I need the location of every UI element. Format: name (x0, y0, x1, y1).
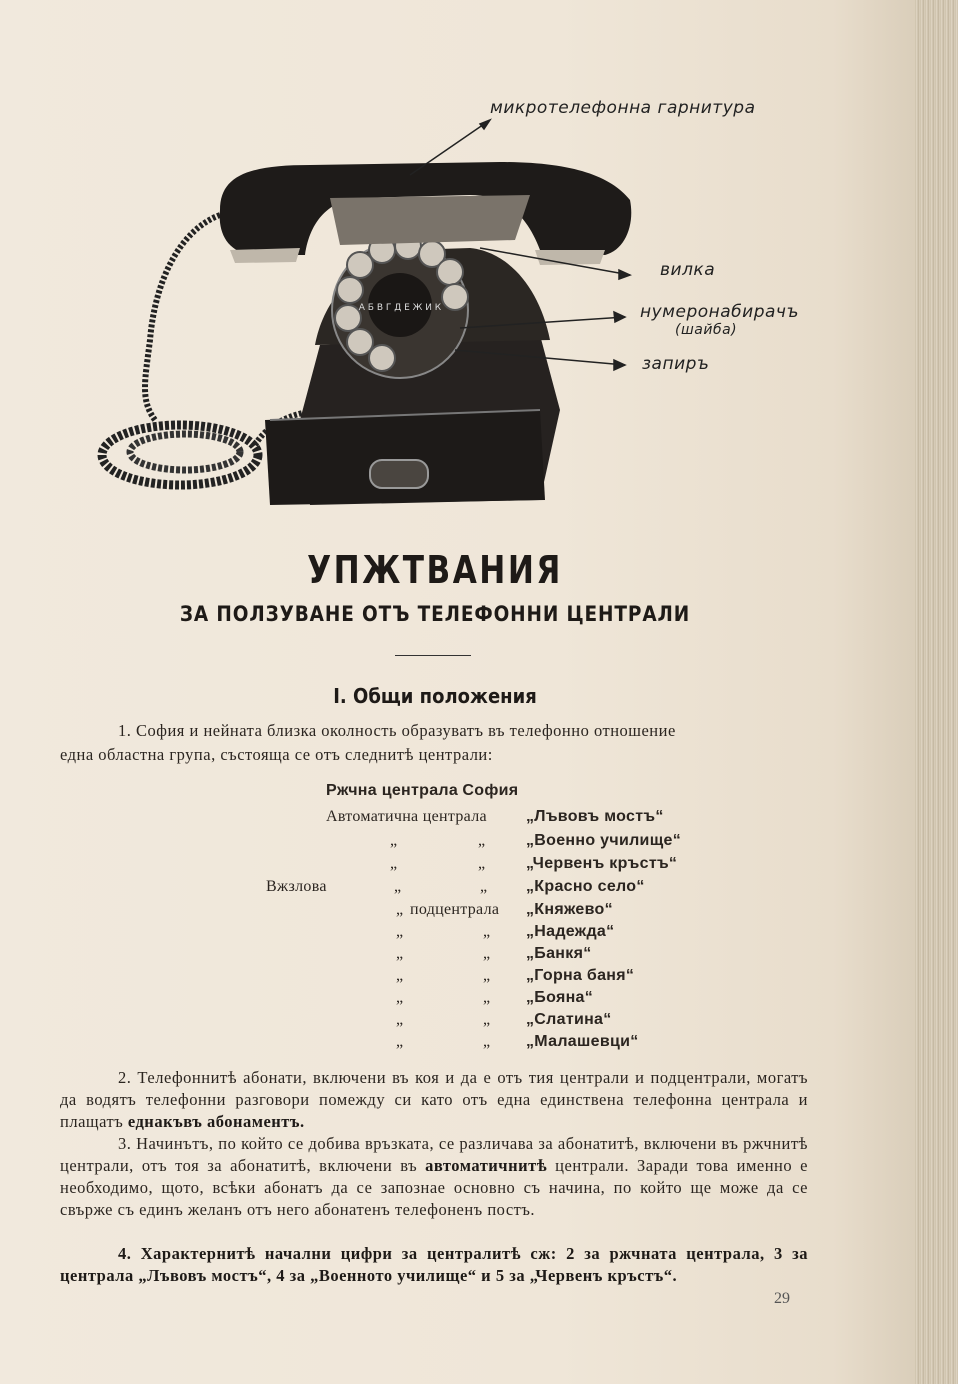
ditto-mark: „ (390, 832, 398, 849)
ditto-mark: „ (478, 832, 486, 849)
dial-sublabel: (шайба) (675, 322, 738, 338)
paragraph-2 (60, 1067, 808, 1133)
manual-exchange-label: Ржчна централа (326, 782, 459, 799)
paragraph-1-line-2: една областна група, състояща се отъ следнитѣ централи: (60, 745, 493, 764)
paragraph-3-bold: автоматичнитѣ (425, 1156, 548, 1175)
hub-label: Вжзлова (266, 878, 327, 895)
page-edge (915, 0, 958, 1384)
ditto-mark: „ (483, 989, 491, 1006)
exchange-name: „Малашевци“ (526, 1033, 639, 1050)
ditto-mark: „ (483, 945, 491, 962)
handset-label: микротелефонна гарнитура (490, 98, 756, 118)
ditto-mark: „ (396, 967, 404, 984)
manual-exchange-name: София (462, 782, 519, 799)
ditto-mark: „ (396, 1011, 404, 1028)
exchange-name: „Надежда“ (526, 923, 615, 940)
paragraph-1-line-1: 1. София и нейната близка околность образуватъ въ телефонно отношение (118, 721, 676, 740)
paragraph-2-bold: еднакъвъ абонаментъ. (127, 1112, 305, 1131)
paragraph-3-text-2: централи. Заради това именно е необходимо, щото, всѣки абонатъ да се запознае основно съ начина, по който ще може да се свърже съ единъ желанъ отъ него абонатенъ телефоненъ постъ. (60, 1156, 808, 1219)
ditto-mark: „ (483, 1033, 491, 1050)
page-number: 29 (774, 1290, 790, 1307)
page-subtitle: ЗА ПОЛЗУВАНЕ ОТЪ ТЕЛЕФОННИ ЦЕНТРАЛИ (179, 602, 691, 626)
exchange-name: „Лъвовъ мостъ“ (526, 808, 664, 825)
exchange-name: „Банкя“ (526, 945, 592, 962)
page-title: УПЖТВАНИЯ (307, 548, 563, 592)
exchange-name: „Княжево“ (526, 901, 613, 918)
ditto-mark: „ (394, 878, 402, 895)
ditto-mark: „ (478, 855, 486, 872)
exchange-name: „Горна баня“ (526, 967, 635, 984)
paragraph-4 (60, 1243, 808, 1287)
dial-label: нумеронабирачъ (640, 302, 799, 322)
paragraph-3-text: 3. Начинътъ, по който се добива връзката, се различава за абонатитѣ, включени въ ржчнитѣ централи, отъ тоя за абонатитѣ, включени въ (60, 1134, 808, 1175)
ditto-mark: „ (483, 923, 491, 940)
ditto-mark: „ (396, 945, 404, 962)
ditto-mark: „ (480, 878, 488, 895)
exchange-name: „Бояна“ (526, 989, 594, 1006)
ditto-mark: „ (396, 923, 404, 940)
dial-letters: А Б В Г Д Е Ж И К (358, 303, 442, 313)
exchange-name: „Слатина“ (526, 1011, 612, 1028)
automatic-label: Автоматична централа (326, 808, 487, 825)
telephone-illustration (70, 80, 830, 520)
exchange-name: „Военно училище“ (526, 832, 681, 849)
telephone-drawing (70, 80, 830, 520)
ditto-mark: „ (396, 989, 404, 1006)
paragraph-3 (60, 1133, 808, 1221)
divider (395, 655, 471, 656)
exchange-name: „Червенъ кръстъ“ (526, 855, 678, 872)
sub-exchange-label: подцентрала (410, 901, 500, 918)
ditto-mark: „ (390, 855, 398, 872)
cradle-label: вилка (660, 260, 716, 280)
ditto-mark: „ (483, 967, 491, 984)
ditto-mark: „ (396, 1033, 404, 1050)
stop-label: запиръ (642, 354, 710, 374)
paragraph-4-bold: 4. Характернитѣ начални цифри за централитѣ сж: 2 за ржчната централа, 3 за централа „Лъвовъ мостъ“, 4 за „Военното училище“ и 5 за „Червенъ кръстъ“. (60, 1244, 808, 1285)
ditto-mark: „ (483, 1011, 491, 1028)
paragraph-2-text: 2. Телефоннитѣ абонати, включени въ коя и да е отъ тия централи и подцентрали, могатъ да водятъ телефонни разговори помежду си като отъ една единствена телефонна централа и плащатъ (60, 1068, 808, 1131)
manual-exchange (326, 782, 518, 800)
ditto-mark: „ (396, 901, 404, 918)
exchange-name: „Красно село“ (526, 878, 645, 895)
section-heading: I. Общи положения (333, 684, 537, 708)
